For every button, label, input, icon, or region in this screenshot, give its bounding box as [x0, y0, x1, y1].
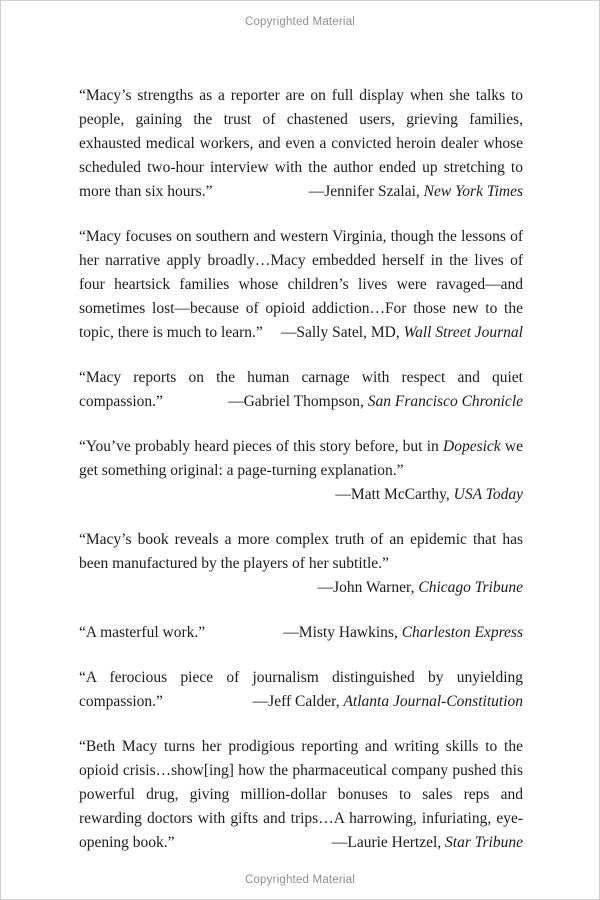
blurb-attribution — [318, 576, 523, 600]
praise-blurb — [79, 735, 523, 855]
praise-blurb — [79, 225, 523, 345]
attribution-source: Wall Street Journal — [403, 324, 523, 341]
praise-blurb — [79, 435, 523, 507]
attribution-name: —Jeff Calder, — [252, 693, 344, 710]
attribution-name: —Matt McCarthy, — [335, 486, 454, 503]
praise-blurb-list — [79, 84, 523, 876]
attribution-name: —Misty Hawkins, — [283, 624, 402, 641]
quote-text: “A ferocious piece of journalism distinguished by unyielding compassion.” — [79, 669, 523, 710]
attribution-name: —Sally Satel, MD, — [280, 324, 404, 341]
attribution-name: —John Warner, — [317, 579, 419, 596]
quote-text: “You’ve probably heard pieces of this story before, but in — [79, 438, 444, 455]
praise-blurb — [79, 621, 523, 645]
blurb-quote — [79, 624, 205, 641]
blurb-attribution — [335, 483, 523, 507]
blurb-attribution — [228, 390, 523, 414]
quote-text: “Macy focuses on southern and western Virginia, though the lessons of her narrative apply broadly…Macy embedded herself in the lives of four heartsick families whose children’s lives were ravaged—and sometimes lost—because of opioid addiction…For those new to the topic, there is much to learn.” — [79, 228, 523, 341]
attribution-source: Star Tribune — [445, 834, 523, 851]
copyright-notice-bottom: Copyrighted Material — [244, 874, 356, 886]
attribution-source: USA Today — [453, 486, 523, 503]
attribution-source: Charleston Express — [401, 624, 523, 641]
blurb-attribution — [332, 831, 523, 855]
attribution-name: —Jennifer Szalai, — [308, 183, 424, 200]
praise-blurb — [79, 666, 523, 714]
book-title-italic: Dopesick — [443, 438, 501, 455]
blurb-attribution — [283, 621, 523, 645]
quote-text: “Macy reports on the human carnage with respect and quiet compassion.” — [79, 369, 523, 410]
attribution-name: —Laurie Hertzel, — [331, 834, 446, 851]
quote-text: “Macy’s book reveals a more complex truth of an epidemic that has been manufactured by the players of her subtitle.” — [79, 531, 523, 572]
attribution-source: Atlanta Journal-Constitution — [343, 693, 523, 710]
blurb-quote — [79, 438, 523, 479]
quote-text: we get something original: a page-turning explanation.” — [79, 438, 523, 479]
praise-blurb — [79, 528, 523, 600]
praise-blurb — [79, 84, 523, 204]
quote-text: “A masterful work.” — [79, 624, 206, 641]
copyright-notice-top: Copyrighted Material — [244, 16, 356, 28]
quote-text: “Macy’s strengths as a reporter are on full display when she talks to people, gaining the trust of chastened users, grieving families, exhausted medical workers, and even a convicted heroin dealer whose scheduled two-hour interview with the author ended up stretching to more than six hours.” — [79, 87, 523, 200]
attribution-source: New York Times — [423, 183, 523, 200]
attribution-source: San Francisco Chronicle — [367, 393, 523, 410]
blurb-attribution — [281, 321, 523, 345]
praise-blurb — [79, 366, 523, 414]
attribution-source: Chicago Tribune — [418, 579, 523, 596]
quote-text: “Beth Macy turns her prodigious reporting and writing skills to the opioid crisis…show[ing] how the pharmaceutical company pushed this powerful drug, giving million-dollar bonuses to sales reps and rewarding doctors with gifts and trips…A harrowing, infuriating, eye-opening book.” — [79, 738, 523, 851]
blurb-quote — [79, 531, 523, 572]
blurb-attribution — [253, 690, 523, 714]
blurb-attribution — [309, 180, 523, 204]
attribution-name: —Gabriel Thompson, — [228, 393, 368, 410]
